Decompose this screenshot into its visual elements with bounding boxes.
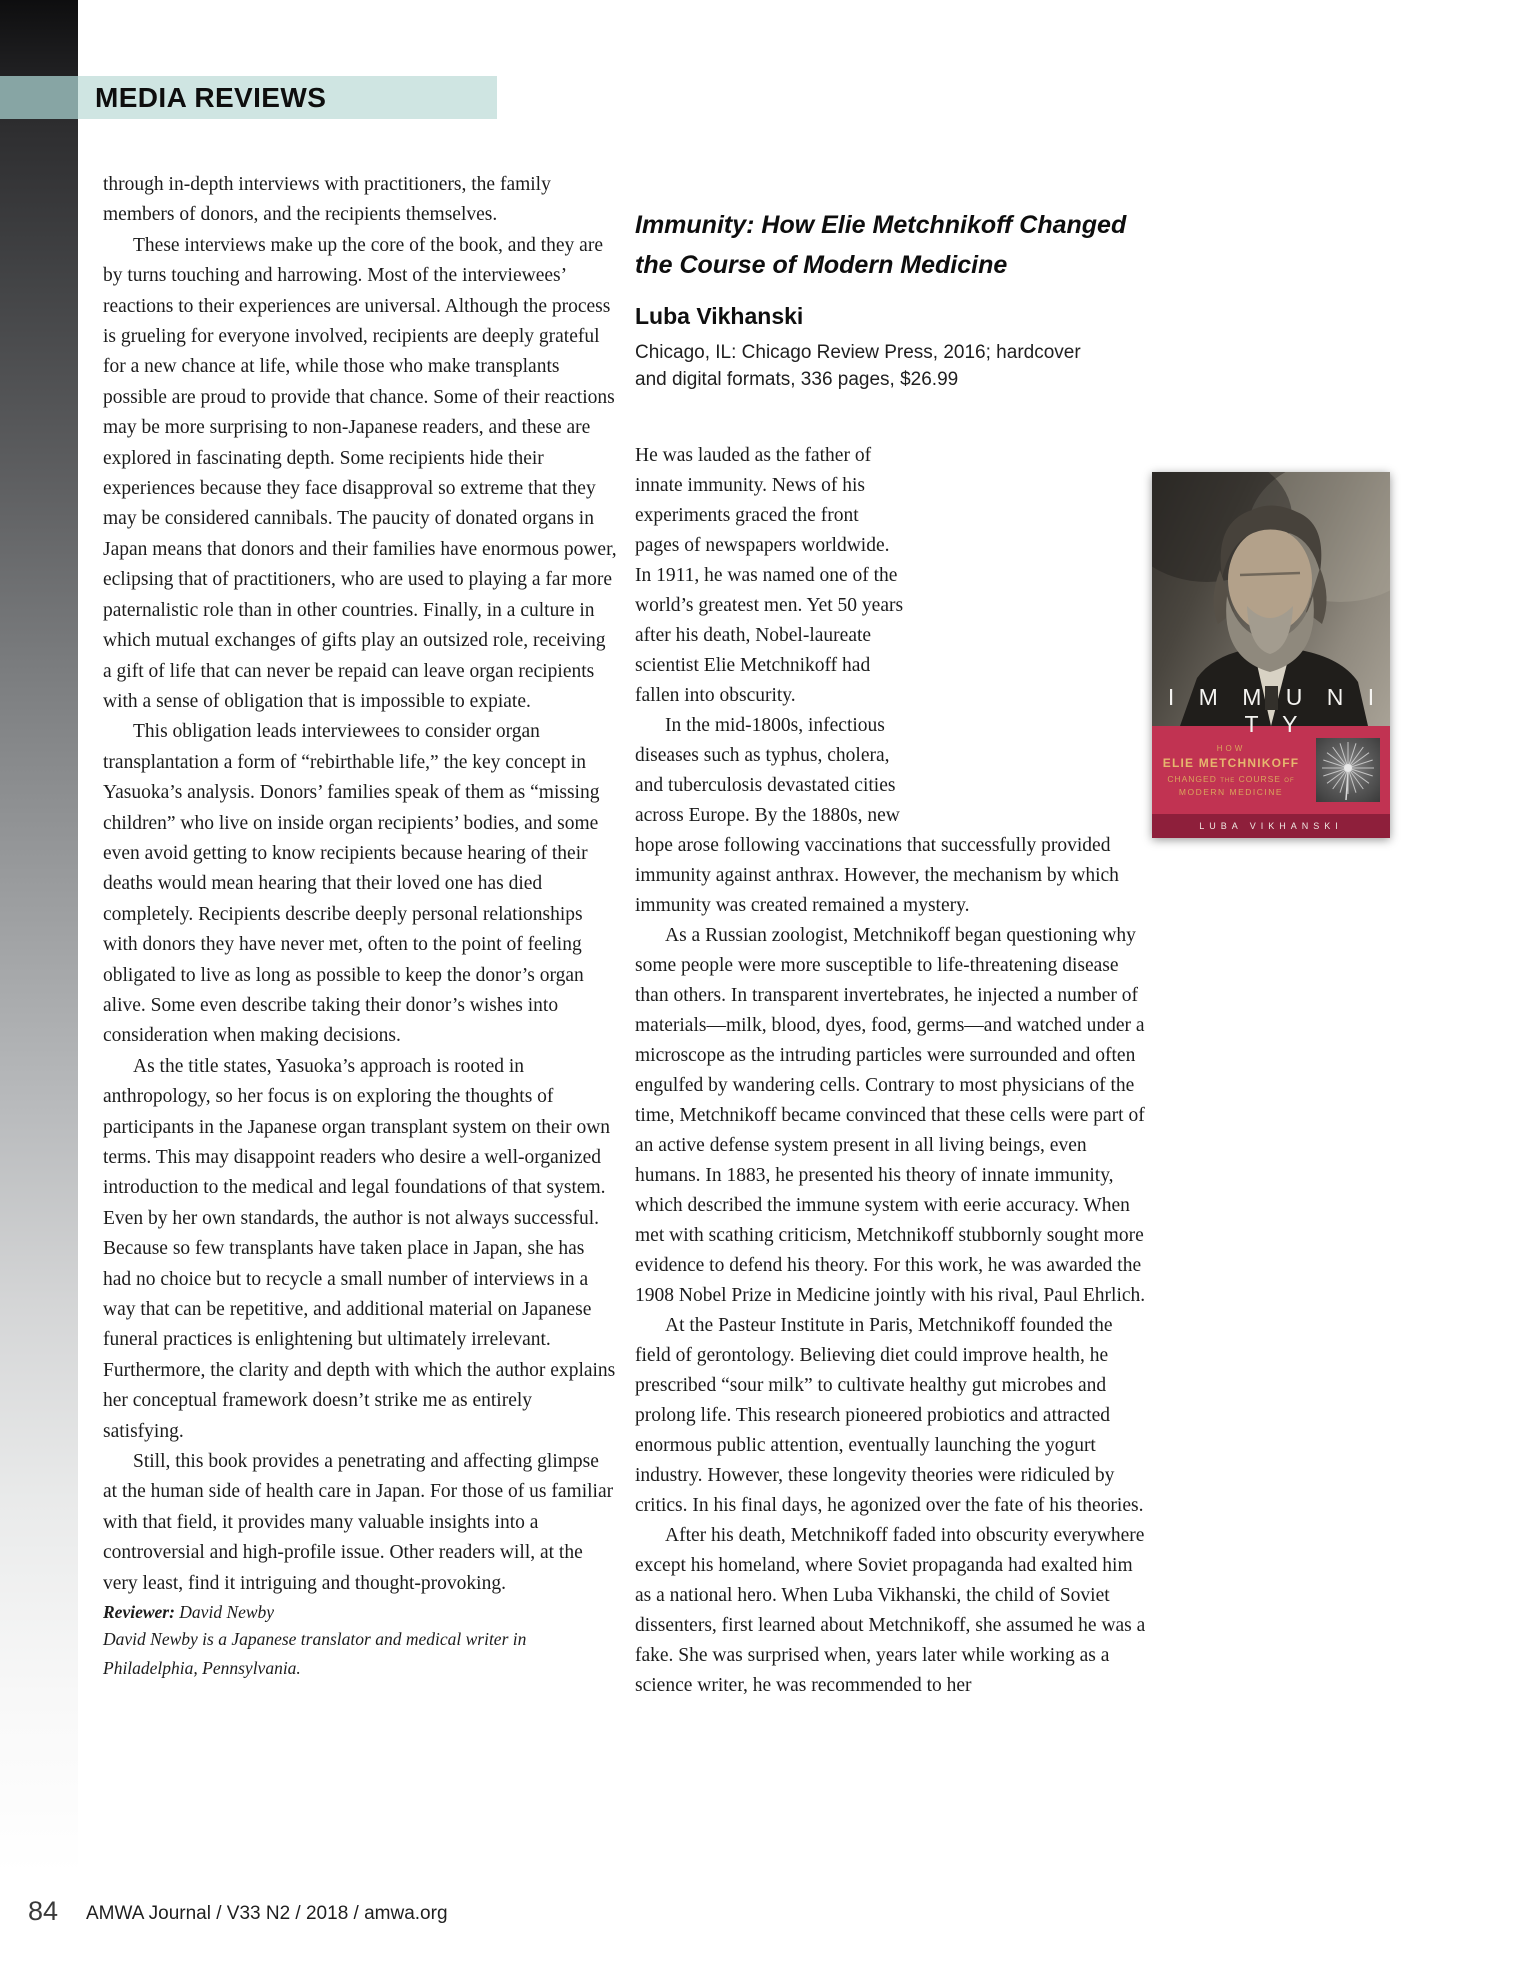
book-author: Luba Vikhanski <box>635 303 804 329</box>
cover-subtitle-line3: CHANGED the COURSE of <box>1167 773 1295 784</box>
review-paragraph: He was lauded as the father of innate immunity. News of his experiments graced the front pages of newspapers worldwide. In 1911, he was named one of the world’s greatest men. Yet 50 years after his death, Nobel-laureate scientist Elie Metchnikoff had fallen into obscurity. <box>635 445 904 706</box>
page-number: 84 <box>28 1896 59 1926</box>
left-gradient-bar <box>0 0 78 1973</box>
reviewer-line <box>103 1599 617 1625</box>
review-paragraph: At the Pasteur Institute in Paris, Metchnikoff founded the field of gerontology. Believing diet could improve health, he prescribed “sour milk” to cultivate healthy gut microbes and prolong life. This research pioneered probiotics and attracted enormous public attention, eventually launching the yogurt industry. However, these longevity theories were ridiculed by critics. In his final days, he agonized over the fate of his theories. <box>635 1315 1144 1516</box>
left-column <box>103 170 617 1683</box>
publication-info: Chicago, IL: Chicago Review Press, 2016; hardcover and digital formats, 336 pages, $26.99 <box>635 342 1081 390</box>
book-review-title-line1: Immunity: How Elie Metchnikoff Changed <box>635 211 1127 239</box>
reviewer-name: David Newby <box>174 1602 275 1623</box>
section-band-overlay <box>0 76 78 119</box>
right-column <box>635 205 1384 1701</box>
review-paragraph: These interviews make up the core of the book, and they are by turns touching and harrowing. Most of the interviewees’ reactions to their experiences are universal. Although the process is grueling for everyone involved, recipients are deeply grateful for a new chance at life, while those who make transplants possible are proud to provide that chance. Some of their reactions may be more surprising to non-Japanese readers, and these are explored in fascinating depth. Some recipients hide their experiences because they face disapproval so extreme that they may be considered cannibals. The paucity of donated organs in Japan means that donors and their families have enormous power, eclipsing that of practitioners, who are used to playing a far more paternalistic role than in other countries. Finally, in a culture in which mutual exchanges of gifts play an outsized role, receiving a gift of life that can never be repaid can leave organ recipients with a sense of obligation that is impossible to expiate. <box>103 234 617 712</box>
cover-title: I M M U N I T Y <box>1167 684 1384 737</box>
cover-subtitle <box>1152 744 1310 797</box>
dandelion-icon <box>1316 738 1380 802</box>
cover-author: LUBA VIKHANSKI <box>1152 814 1390 838</box>
reviewer-label: Reviewer: <box>103 1602 175 1623</box>
review-body <box>635 441 1148 1701</box>
book-review-title <box>635 205 1148 285</box>
cover-red-band <box>1152 726 1390 814</box>
review-paragraph: through in-depth interviews with practitioners, the family members of donors, and the recipients themselves. <box>103 174 551 226</box>
section-title: MEDIA REVIEWS <box>95 82 327 113</box>
cover-subtitle-line2: ELIE METCHNIKOFF <box>1162 755 1300 770</box>
cover-wrap-spacer <box>905 441 1148 827</box>
footer-journal-line: AMWA Journal / V33 N2 / 2018 / amwa.org <box>86 1903 448 1924</box>
book-review-title-line2: the Course of Modern Medicine <box>635 251 1008 279</box>
cover-subtitle-line1: HOW <box>1216 743 1246 753</box>
reviewer-bio: David Newby is a Japanese translator and medical writer in Philadelphia, Pennsylvania. <box>103 1629 527 1679</box>
review-paragraph: This obligation leads interviewees to consider organ transplantation a form of “rebirthable life,” the key concept in Yasuoka’s analysis. Donors’ families speak of them as “missing children” who live on inside organ recipients’ bodies, and some even avoid getting to know recipients because hearing of their deaths would mean hearing that their loved one has died completely. Recipients describe deeply personal relationships with donors they have never met, often to the point of feeling obligated to live as long as possible to keep the donor’s organ alive. Some even describe taking their donor’s wishes into consideration when making decisions. <box>103 721 600 1047</box>
cover-subtitle-line4: MODERN MEDICINE <box>1178 786 1284 797</box>
review-paragraph: After his death, Metchnikoff faded into obscurity everywhere except his homeland, where Soviet propaganda had exalted him as a national hero. When Luba Vikhanski, the child of Soviet dissenters, first learned about Metchnikoff, she assumed he was a fake. She was surprised when, years later while working as a science writer, he was recommended to her <box>635 1525 1146 1696</box>
review-paragraph: Still, this book provides a penetrating and affecting glimpse at the human side of health care in Japan. For those of us familiar with that field, it provides many valuable insights into a controversial and high-profile issue. Other readers will, at the very least, find it intriguing and thought-provoking. <box>103 1451 614 1594</box>
review-paragraph: As the title states, Yasuoka’s approach is rooted in anthropology, so her focus is on exploring the thoughts of participants in the Japanese organ transplant system on their own terms. This may disappoint readers who desire a well-organized introduction to the medical and legal foundations of that system. Even by her own standards, the author is not always successful. Because so few transplants have taken place in Japan, she has had no choice but to recycle a small number of interviews in a way that can be repetitive, and additional material on Japanese funeral practices is enlightening but ultimately irrelevant. Furthermore, the clarity and depth with which the author explains her conceptual framework doesn’t strike me as entirely satisfying. <box>103 1055 616 1442</box>
review-paragraph: As a Russian zoologist, Metchnikoff began questioning why some people were more susceptible to life-threatening disease than others. In transparent invertebrates, he injected a number of materials—milk, blood, dyes, food, germs—and watched under a microscope as the intruding particles were surrounded and often engulfed by wandering cells. Contrary to most physicians of the time, Metchnikoff became convinced that these cells were part of an active defense system present in all living beings, even humans. In 1883, he presented his theory of innate immunity, which described the immune system with eerie accuracy. When met with scathing criticism, Metchnikoff stubbornly sought more evidence to defend his theory. For this work, he was awarded the 1908 Nobel Prize in Medicine jointly with his rival, Paul Ehrlich. <box>635 925 1146 1306</box>
book-cover-image <box>1152 472 1390 838</box>
review-paragraph: In the mid-1800s, infectious diseases such as typhus, cholera, and tuberculosis devastated cities across Europe. By the 1880s, new hope arose following vaccinations that successfully provided immunity against anthrax. However, the mechanism by which immunity was created remained a mystery. <box>635 715 1119 916</box>
